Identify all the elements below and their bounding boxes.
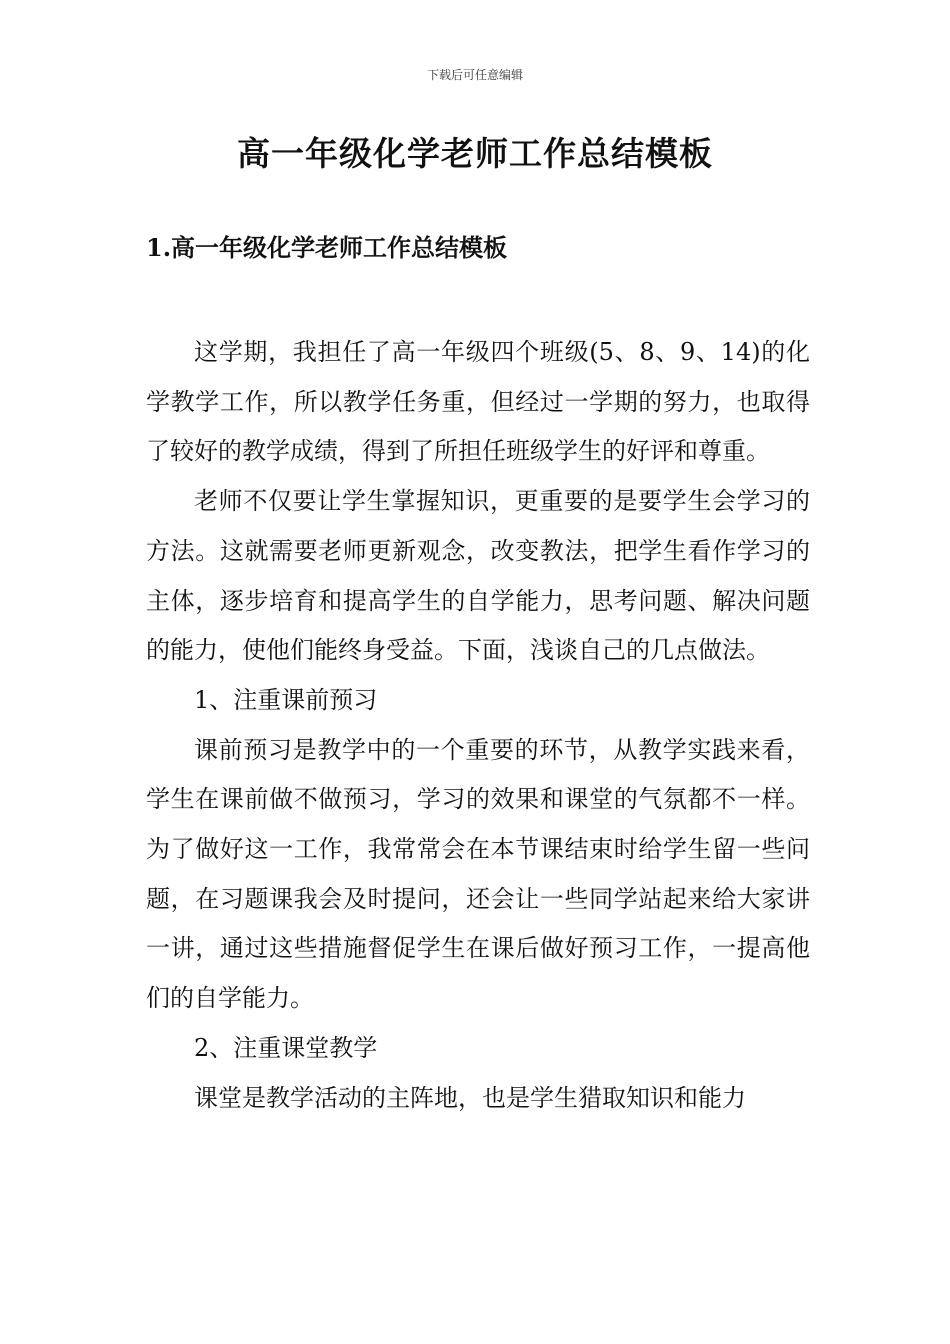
paragraph-intro: 这学期，我担任了高一年级四个班级(5、8、9、14)的化学教学工作，所以教学任务重，但经过一学期的努力，也取得了较好的教学成绩，得到了所担任班级学生的好评和尊重。 [146, 338, 810, 466]
subheading-preview: 1、注重课前预习 [194, 685, 378, 714]
body-text [146, 328, 810, 1123]
subheading-classroom: 2、注重课堂教学 [194, 1033, 378, 1062]
document-title: 高一年级化学老师工作总结模板 [237, 134, 713, 173]
section-heading: 1.高一年级化学老师工作总结模板 [146, 233, 508, 262]
paragraph-classroom: 课堂是教学活动的主阵地，也是学生猎取知识和能力 [194, 1083, 746, 1112]
header-note: 下载后可任意编辑 [426, 68, 523, 82]
paragraph-method: 老师不仅要让学生掌握知识，更重要的是要学生会学习的方法。这就需要老师更新观念，改变教法，把学生看作学习的主体，逐步培育和提高学生的自学能力，思考问题、解决问题的能力，使他们能终身受益。下面，浅谈自己的几点做法。 [146, 487, 810, 665]
paragraph-preview: 课前预习是教学中的一个重要的环节，从教学实践来看，学生在课前做不做预习，学习的效果和课堂的气氛都不一样。为了做好这一工作，我常常会在本节课结束时给学生留一些问题，在习题课我会及时提问，还会让一些同学站起来给大家讲一讲，通过这些措施督促学生在课后做好预习工作，一提高他们的自学能力。 [146, 735, 810, 1013]
